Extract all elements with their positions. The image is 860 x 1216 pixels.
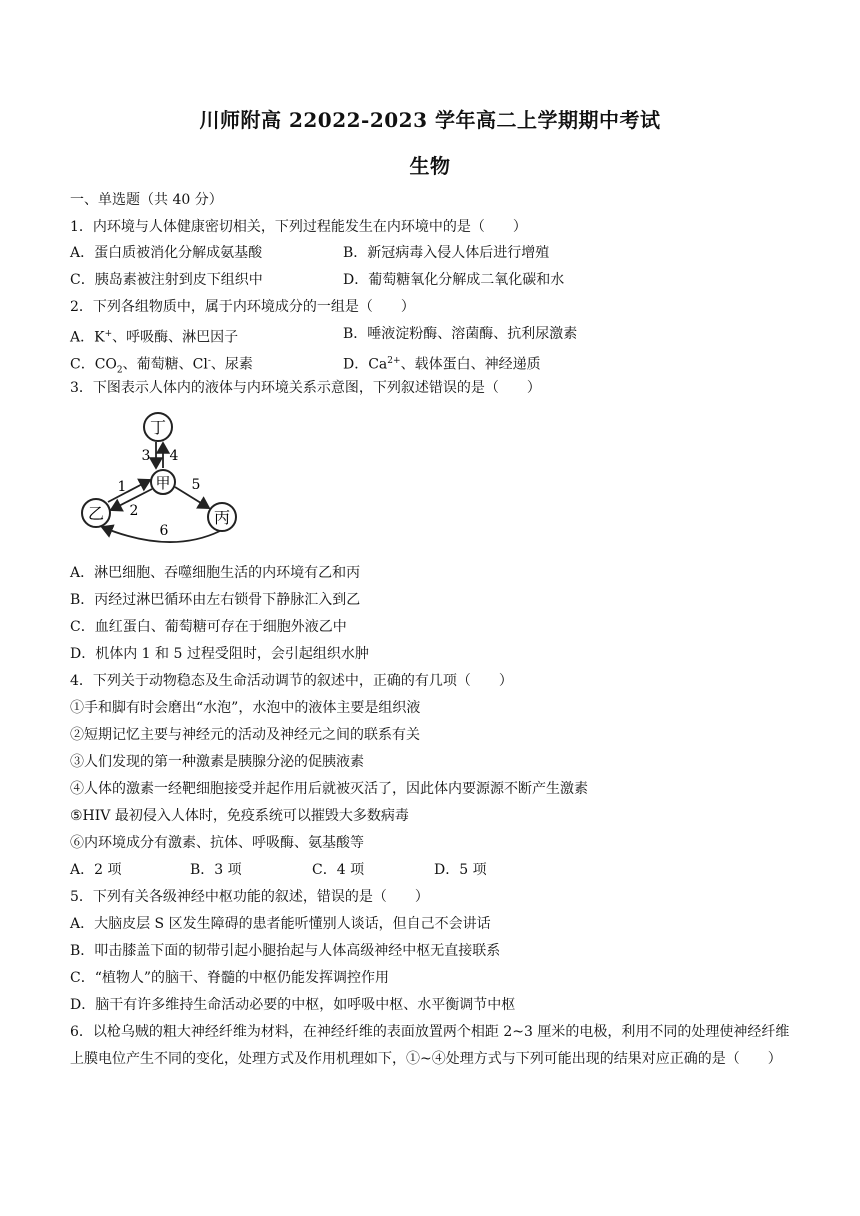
q2-option-a: A．K+、呼吸酶、淋巴因子 <box>70 329 239 346</box>
q1-option-a: A．蛋白质被消化分解成氨基酸 <box>70 245 263 261</box>
q4-statement-3: ③人们发现的第一种激素是胰腺分泌的促胰液素 <box>70 754 364 770</box>
q3-stem: 3．下图表示人体内的液体与内环境关系示意图，下列叙述错误的是（ ） <box>70 380 541 396</box>
q5-option-b: B．叩击膝盖下面的韧带引起小腿抬起与人体高级神经中枢无直接联系 <box>70 943 501 959</box>
section-heading: 一、单选题（共 40 分） <box>70 192 223 208</box>
arrow-2-label: 2 <box>129 503 139 519</box>
q4-option-a: A．2 项 <box>70 862 122 878</box>
q5-option-a: A．大脑皮层 S 区发生障碍的患者能听懂别人谈话，但自己不会讲话 <box>70 916 491 932</box>
q4-statement-1: ①手和脚有时会磨出“水泡”，水泡中的液体主要是组织液 <box>70 700 421 716</box>
q1-option-b: B．新冠病毒入侵人体后进行增殖 <box>343 245 550 261</box>
arrow-3-label: 3 <box>141 448 151 464</box>
q3-option-b: B．丙经过淋巴循环由左右锁骨下静脉汇入到乙 <box>70 592 361 608</box>
q3-option-c: C．血红蛋白、葡萄糖可存在于细胞外液乙中 <box>70 619 347 635</box>
q1-stem: 1．内环境与人体健康密切相关，下列过程能发生在内环境中的是（ ） <box>70 219 527 235</box>
exam-title: 川师附高 22022-2023 学年高二上学期期中考试 <box>199 108 661 132</box>
arrow-1 <box>108 480 150 502</box>
q3-option-d: D．机体内 1 和 5 过程受阻时，会引起组织水肿 <box>70 646 369 662</box>
q2-option-d: D．$Ca^{2+}$、载体蛋白、神经递质 <box>343 356 541 373</box>
q4-statement-4: ④人体的激素一经靶细胞接受并起作用后就被灭活了，因此体内要源源不断产生激素 <box>70 781 588 797</box>
q4-option-c: C．4 项 <box>312 862 365 878</box>
arrow-6-label: 6 <box>159 523 169 539</box>
q3-option-a: A．淋巴细胞、吞噬细胞生活的内环境有乙和丙 <box>70 565 361 581</box>
q4-statement-2: ②短期记忆主要与神经元的活动及神经元之间的联系有关 <box>70 727 420 743</box>
q1-option-d: D．葡萄糖氧化分解成二氧化碳和水 <box>343 272 565 288</box>
q4-statement-6: ⑥内环境成分有激素、抗体、呼吸酶、氨基酸等 <box>70 835 364 851</box>
q4-option-d: D．5 项 <box>434 862 487 878</box>
q2-option-c: C．$CO_2$、葡萄糖、Cl-、尿素 <box>70 356 253 376</box>
q5-stem: 5．下列有关各级神经中枢功能的叙述，错误的是（ ） <box>70 889 429 905</box>
node-bing-label: 丙 <box>213 508 231 527</box>
q2-stem: 2．下列各组物质中，属于内环境成分的一组是（ ） <box>70 299 415 315</box>
q4-stem: 4．下列关于动物稳态及生命活动调节的叙述中，正确的有几项（ ） <box>70 673 513 689</box>
node-jia-label: 甲 <box>155 474 171 492</box>
arrow-5-label: 5 <box>191 477 201 493</box>
arrow-1-label: 1 <box>117 479 127 495</box>
q2-option-b: B．唾液淀粉酶、溶菌酶、抗利尿激素 <box>343 326 578 342</box>
body-fluid-diagram <box>70 405 260 555</box>
exam-subject: 生物 <box>409 154 451 178</box>
q4-option-b: B．3 项 <box>190 862 242 878</box>
q5-option-d: D．脑干有许多维持生命活动必要的中枢，如呼吸中枢、水平衡调节中枢 <box>70 997 516 1013</box>
q1-option-c: C．胰岛素被注射到皮下组织中 <box>70 272 263 288</box>
q5-option-c: C．“植物人”的脑干、脊髓的中枢仍能发挥调控作用 <box>70 970 390 986</box>
node-yi-label: 乙 <box>87 504 105 523</box>
arrow-4-label: 4 <box>169 448 179 464</box>
q6-stem: 6．以枪乌贼的粗大神经纤维为材料，在神经纤维的表面放置两个相距 2~3 厘米的电极，利用不同的处理使神经纤维上膜电位产生不同的变化，处理方式及作用机理如下，①~④处理方式与下列可能出现的结果对应正确的是（ ） <box>70 1024 790 1067</box>
node-ding-label: 丁 <box>149 418 167 437</box>
q4-statement-5: ⑤HIV 最初侵入人体时，免疫系统可以摧毁大多数病毒 <box>70 808 409 824</box>
